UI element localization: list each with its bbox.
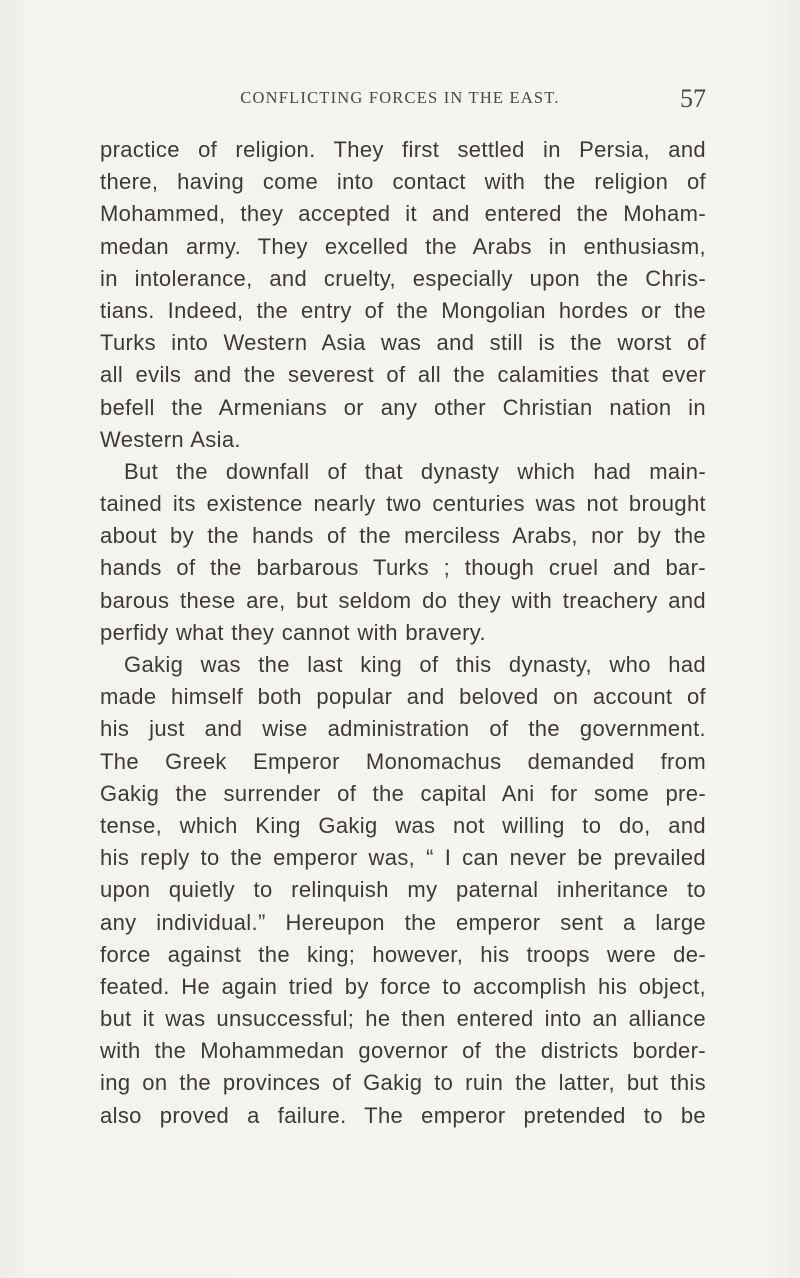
text-line: Gakig the surrender of the capital Ani for some pre- [100, 780, 706, 806]
text-line: all evils and the severest of all the calamities that ever [100, 362, 706, 388]
text-line: there, having come into contact with the religion of [100, 169, 706, 195]
text-line: befell the Armenians or any other Christian nation in [100, 394, 706, 420]
text-line: practice of religion. They first settled in Persia, and [100, 137, 706, 162]
text-line: medan army. They excelled the Arabs in enthusiasm, [100, 233, 706, 259]
running-title: CONFLICTING FORCES IN THE EAST. [240, 88, 560, 107]
text-line: his just and wise administration of the government. [100, 716, 706, 742]
text-line: about by the hands of the merciless Arabs, nor by the [100, 523, 706, 549]
text-line: tained its existence nearly two centuries was not brought [100, 491, 706, 517]
text-line: Gakig was the last king of this dynasty, who had [124, 652, 706, 677]
text-line: tense, which King Gakig was not willing to do, and [100, 812, 706, 838]
text-line: but it was unsuccessful; he then entered into an alliance [100, 1006, 706, 1032]
text-line: Western Asia. [100, 426, 241, 452]
text-line: tians. Indeed, the entry of the Mongolian hordes or the [100, 297, 706, 323]
text-line: hands of the barbarous Turks ; though cruel and bar- [100, 555, 706, 581]
text-line: also proved a failure. The emperor pretended to be [100, 1102, 706, 1128]
text-line: perfidy what they cannot with bravery. [100, 619, 486, 645]
page-header [0, 86, 800, 116]
page-number: 57 [680, 84, 706, 113]
text-line: But the downfall of that dynasty which had main- [124, 458, 706, 484]
text-line: Turks into Western Asia was and still is the worst of [100, 330, 706, 356]
text-line: barous these are, but seldom do they with treachery and [100, 587, 706, 613]
text-line: The Greek Emperor Monomachus demanded from [100, 748, 706, 774]
text-line: force against the king; however, his troops were de- [100, 941, 706, 967]
text-line: made himself both popular and beloved on account of [100, 684, 706, 710]
text-line: any individual.” Hereupon the emperor sent a large [100, 909, 706, 935]
text-line: feated. He again tried by force to accomplish his object, [100, 973, 706, 999]
text-line: ing on the provinces of Gakig to ruin the latter, but this [100, 1070, 706, 1096]
text-line: Mohammed, they accepted it and entered the Moham- [100, 201, 706, 227]
text-line: with the Mohammedan governor of the districts border- [100, 1038, 706, 1064]
text-line: in intolerance, and cruelty, especially upon the Chris- [100, 265, 706, 291]
text-line: upon quietly to relinquish my paternal inheritance to [100, 877, 706, 903]
body-text [100, 134, 706, 1132]
text-line: his reply to the emperor was, “ I can never be prevailed [100, 845, 706, 871]
